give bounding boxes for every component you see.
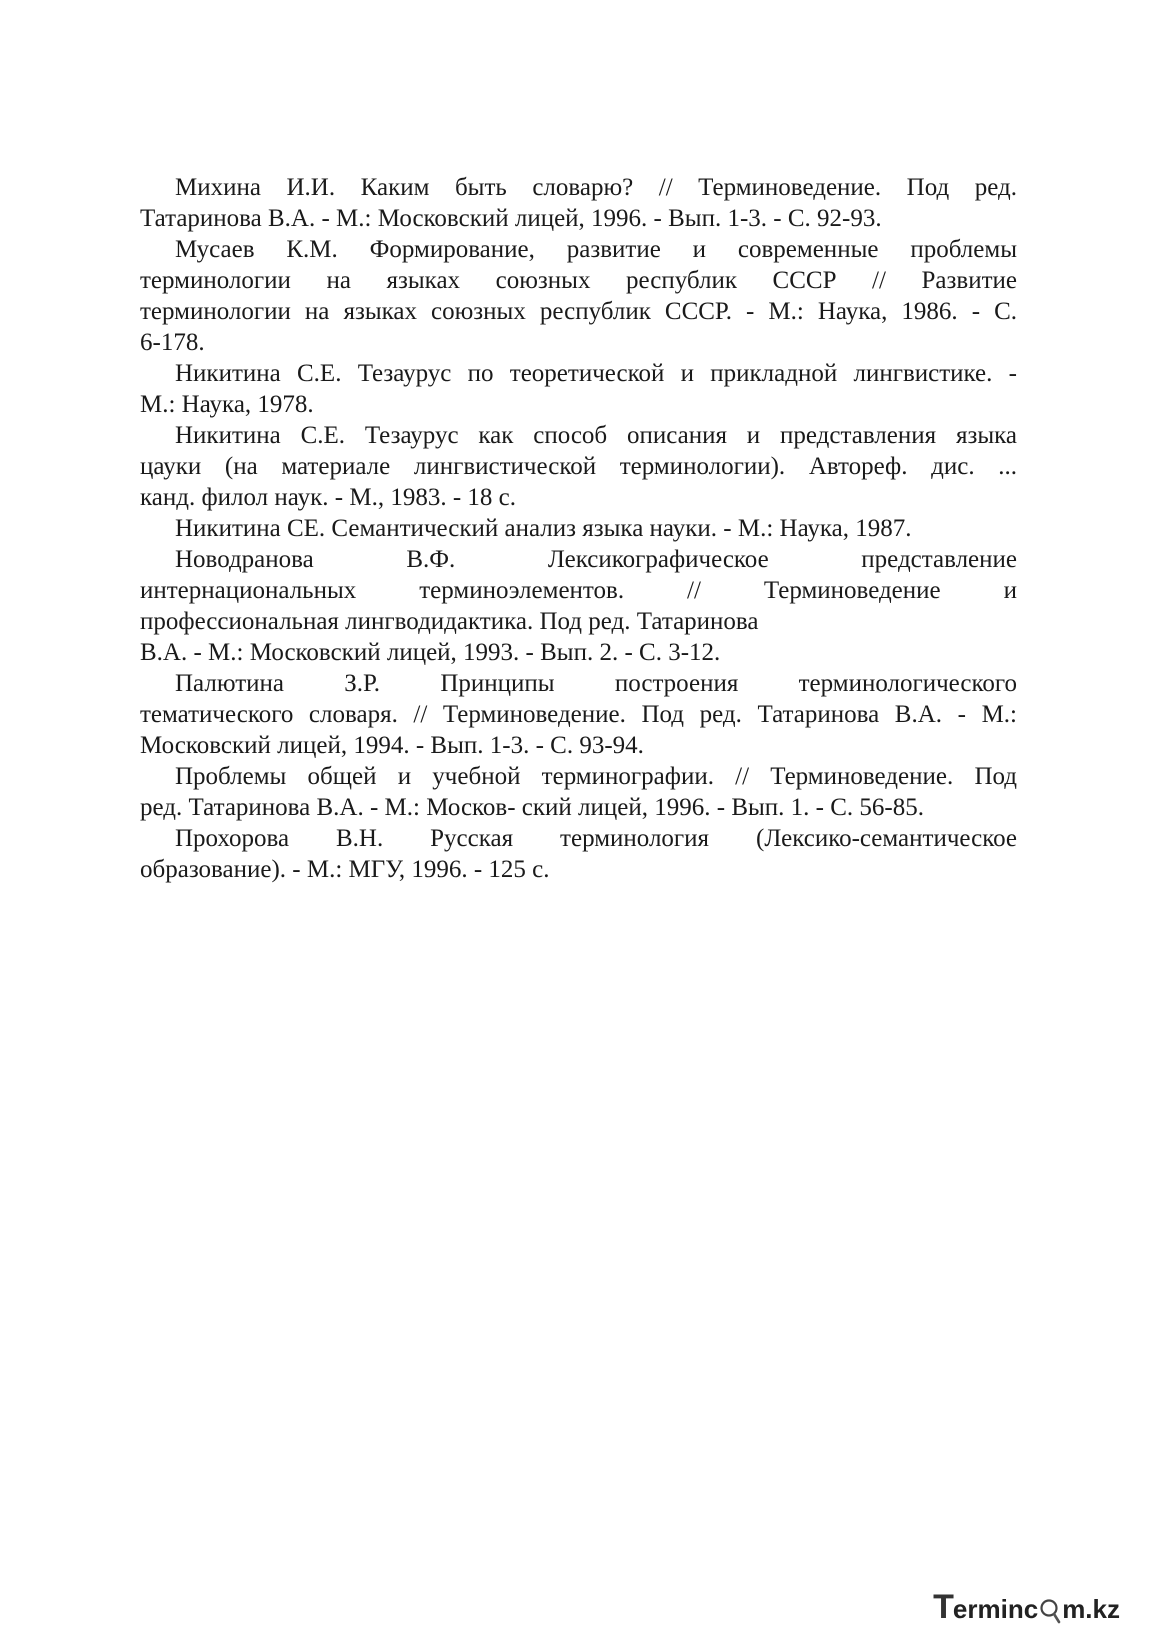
site-watermark-logo: [933, 1583, 1120, 1627]
entry-line: Никитина СЕ. Семантический анализ языка науки. - М.: Наука, 1987.: [175, 515, 912, 542]
entry-line: Татаринова В.А. - М.: Московский лицей, 1996. - Вып. 1-3. - С. 92-93.: [140, 205, 882, 232]
entry-line: профессиональная лингводидактика. Под ред. Татаринова: [140, 608, 759, 635]
entry-line: терминологии на языках союзных республик СССР. - М.: Наука, 1986. - С.: [140, 298, 1017, 325]
bibliography-entry: [140, 234, 1017, 358]
entry-line: Проблемы общей и учебной терминографии. // Терминоведение. Под: [175, 763, 1017, 790]
entry-line: Новодранова В.Ф. Лексикографическое представление: [175, 546, 1017, 573]
entry-line: тематического словаря. // Терминоведение. Под ред. Татаринова В.А. - М.:: [140, 701, 1017, 728]
entry-line: М.: Наука, 1978.: [140, 391, 314, 418]
bibliography-entry: [140, 823, 1017, 885]
entry-line: канд. филол наук. - М., 1983. - 18 с.: [140, 484, 516, 511]
entry-line: Мусаев К.М. Формирование, развитие и современные проблемы: [175, 236, 1017, 263]
bibliography-entry: [140, 513, 1017, 544]
entry-line: Палютина З.Р. Принципы построения терминологического: [175, 670, 1017, 697]
bibliography-entry: [140, 544, 1017, 668]
entry-line: Московский лицей, 1994. - Вып. 1-3. - С. 93-94.: [140, 732, 644, 759]
entry-line: цауки (на материале лингвистической терминологии). Автореф. дис. ...: [140, 453, 1017, 480]
entry-line: ред. Татаринова В.А. - М.: Москов- ский лицей, 1996. - Вып. 1. - С. 56-85.: [140, 794, 925, 821]
watermark-first-letter: T: [933, 1588, 953, 1626]
bibliography-list: [140, 172, 1017, 885]
entry-line: Никитина С.Е. Тезаурус как способ описания и представления языка: [175, 422, 1017, 449]
bibliography-entry: [140, 358, 1017, 420]
magnifier-icon: [1039, 1597, 1061, 1625]
entry-line: образование). - М.: МГУ, 1996. - 125 с.: [140, 856, 550, 883]
entry-line: интернациональных терминоэлементов. // Терминоведение и: [140, 577, 1017, 604]
bibliography-entry: [140, 420, 1017, 513]
entry-line: Никитина С.Е. Тезаурус по теоретической и прикладной лингвистике. -: [175, 360, 1017, 387]
bibliography-entry: [140, 172, 1017, 234]
entry-line: Прохорова В.Н. Русская терминология (Лексико-семантическое: [175, 825, 1017, 852]
entry-line: 6-178.: [140, 329, 205, 356]
entry-line: В.А. - М.: Московский лицей, 1993. - Вып. 2. - С. 3-12.: [140, 639, 721, 666]
watermark-text-end: m.kz: [1062, 1594, 1120, 1624]
entry-line: терминологии на языках союзных республик СССР // Развитие: [140, 267, 1017, 294]
bibliography-entry: [140, 761, 1017, 823]
bibliography-entry: [140, 668, 1017, 761]
entry-line: Михина И.И. Каким быть словарю? // Терминоведение. Под ред.: [175, 174, 1017, 201]
watermark-text-start: erminc: [952, 1594, 1039, 1624]
